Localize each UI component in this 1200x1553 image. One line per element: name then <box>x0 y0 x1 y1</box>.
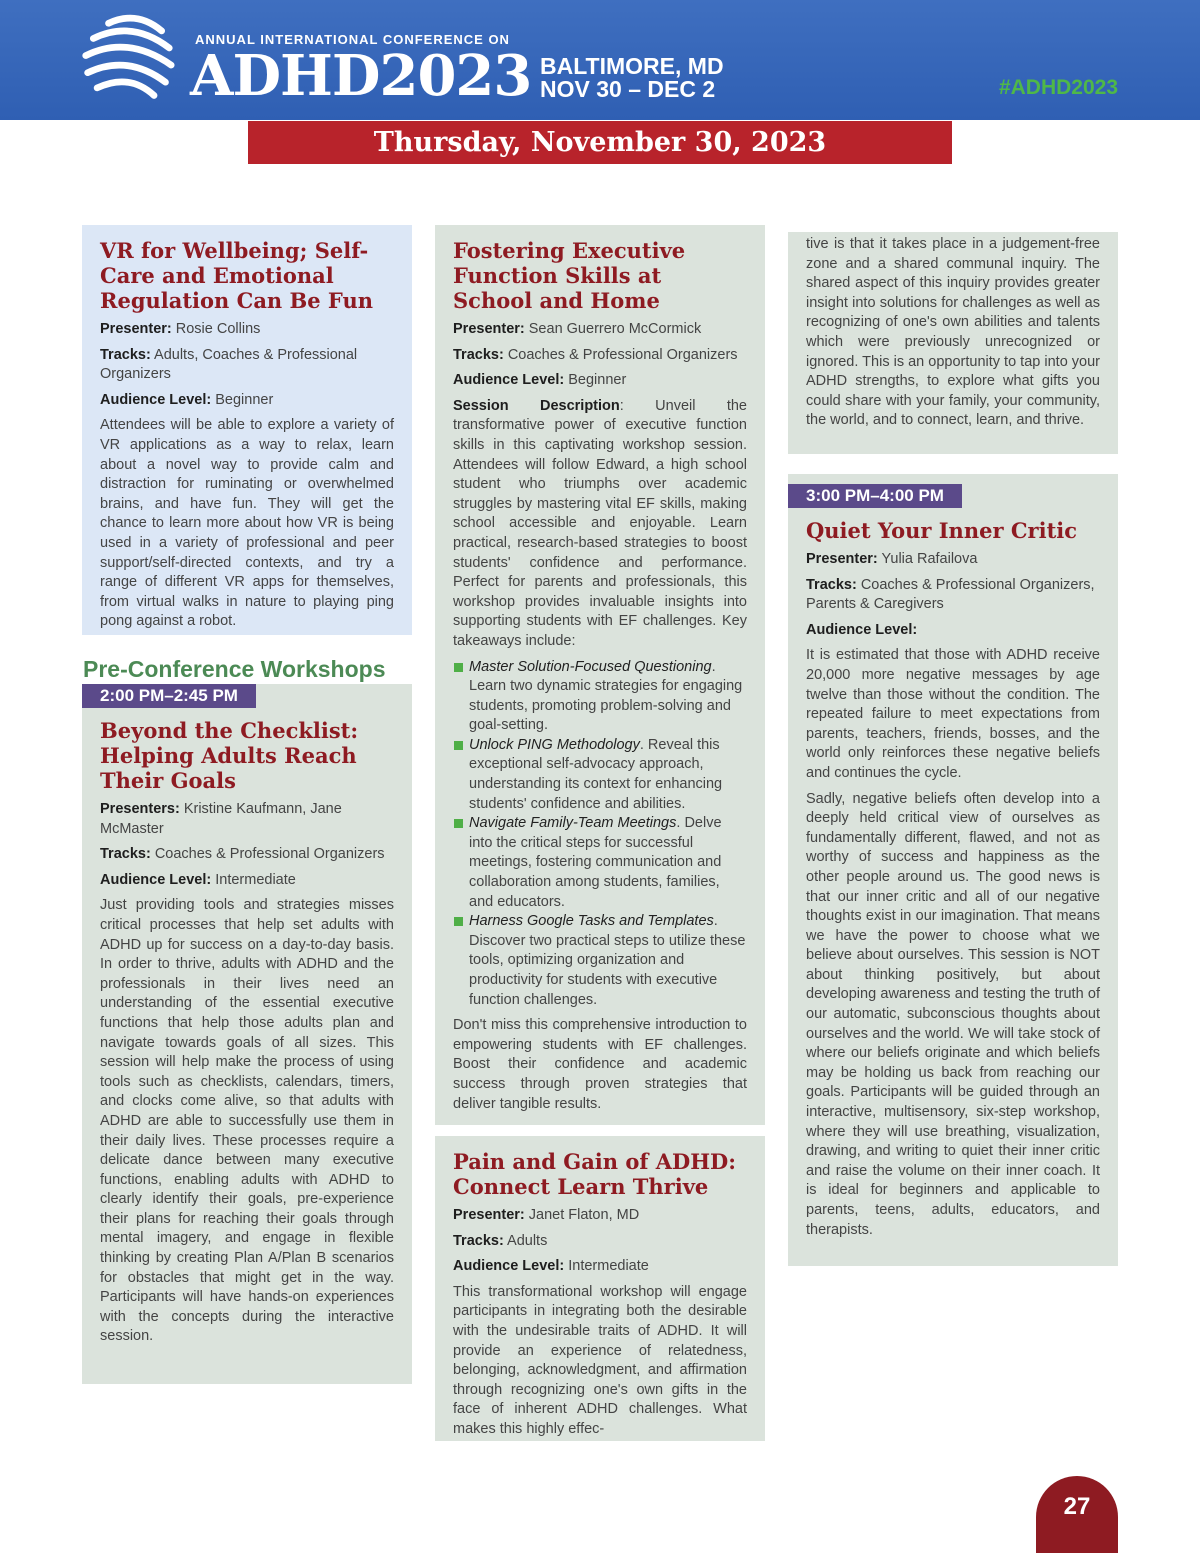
conference-location: BALTIMORE, MD <box>540 53 724 79</box>
time-slot-badge: 2:00 PM–2:45 PM <box>82 684 256 708</box>
session-presenter: Presenter: Sean Guerrero McCormick <box>453 321 702 337</box>
globe-logo-icon <box>80 10 175 105</box>
session-tracks: Tracks: Coaches & Professional Organizers, Parents & Caregivers <box>806 576 1095 613</box>
session-presenter: Presenters: Kristine Kaufmann, Jane McMaster <box>100 801 342 837</box>
conference-banner <box>0 0 1200 120</box>
section-heading: Pre-Conference Workshops <box>83 656 386 682</box>
session-audience: Audience Level: Beginner <box>453 372 627 389</box>
session-tracks: Tracks: Adults, Coaches & Professional Organizers <box>100 346 358 383</box>
session-description: Attendees will be able to explore a variety of VR applications as a way to relax, learn about a novel way to provide calm and distraction for ruminating or overwhelmed brains, and have fun. They will get the chance to learn more about how VR is being used in a variety of professional and peer support/self-directed contexts, and try a range of different VR apps for themselves, from virtual walks in nature to playing ping pong against a robot. <box>100 417 394 630</box>
session-description: Session Description: Unveil the transformative power of executive function skills in this captivating workshop session. Attendees will follow Edward, a high school student who triumphs over academic struggles by mastering vital EF skills, making school accessible and enjoyable. Learn practical, research-based strategies to boost students' confidence and performance. Perfect for parents and professionals, this workshop provides invaluable insights into supporting students with EF challenges. Key takeaways include: <box>453 397 747 649</box>
time-slot-badge: 3:00 PM–4:00 PM <box>788 484 962 508</box>
list-item: Navigate Family-Team Meetings. Delve into the critical steps for successful meetings, fostering communication and collaboration among students, families, and educators. <box>453 814 747 912</box>
session-audience: Audience Level: Intermediate <box>453 1258 649 1275</box>
session-audience: Audience Level: <box>806 621 918 638</box>
conference-subtitle: ANNUAL INTERNATIONAL CONFERENCE ON <box>195 32 510 47</box>
session-closing: Don't miss this comprehensive introduction to empowering students with EF challenges. Boost their confidence and academic success through proven strategies that deliver tangible results. <box>453 1017 747 1112</box>
session-tracks: Tracks: Adults <box>453 1232 548 1249</box>
session-presenter: Presenter: Janet Flaton, MD <box>453 1207 640 1223</box>
list-item: Master Solution-Focused Questioning. Learn two dynamic strategies for engaging students, promoting problem-solving and goal-setting. <box>453 658 747 736</box>
session-title: Pain and Gain of ADHD: Connect Learn Thrive <box>453 1149 737 1199</box>
list-item: Unlock PING Methodology. Reveal this exceptional self-advocacy approach, understanding its context for enhancing students' confidence and abilities. <box>453 736 747 814</box>
session-presenter: Presenter: Rosie Collins <box>100 321 261 337</box>
session-card-pain-gain-continued <box>788 232 1118 454</box>
green-square-bullet-icon <box>454 819 463 828</box>
session-card-vr <box>82 225 412 635</box>
green-square-bullet-icon <box>454 663 463 672</box>
session-title: VR for Wellbeing; Self-Care and Emotional Regulation Can Be Fun <box>100 238 374 313</box>
session-title: Beyond the Checklist: Helping Adults Reach Their Goals <box>100 718 359 793</box>
session-description: Just providing tools and strategies misses critical processes that help set adults with ADHD up for success on a day-to-day basis. In order to thrive, adults with ADHD and the professionals in their lives need an understanding of the essential executive functions that help those adults plan and navigate towards goals of all sizes. This session will help make the process of using tools such as checklists, calendars, timers, and clocks come alive, so that adults with ADHD are able to successfully use them in their daily lives. These processes require a delicate dance between many executive functions, enabling adults with ADHD to clearly identify their goals, pre-experience their plans for reaching their goals through mental imagery, and engage in flexible thinking by creating Plan A/Plan B scenarios for obstacles that might get in the way. Participants will have hands-on experiences with the concepts during the interactive session. <box>100 897 394 1345</box>
session-description-continued: tive is that it takes place in a judgement-free zone and a shared communal inquiry. The shared aspect of this inquiry provides greater insight into solutions for challenges as well as recognizing of one's own abilities and talents which were previously unrecognized or ignored. This is an opportunity to tap into your ADHD strengths, to explore what gifts you could share with your family, your community, the world, and to connect, learn, and thrive. <box>806 236 1100 429</box>
session-description: It is estimated that those with ADHD receive 20,000 more negative messages by age twelve than those without the condition. The repeated failure to meet expectations from parents, teachers, friends, bosses, and the world only reinforces these negative beliefs and continues the cycle. <box>806 647 1100 781</box>
session-tracks: Tracks: Coaches & Professional Organizers <box>453 346 738 363</box>
session-card-inner-critic <box>788 474 1118 1266</box>
session-tracks: Tracks: Coaches & Professional Organizers <box>100 846 385 863</box>
green-square-bullet-icon <box>454 917 463 926</box>
conference-dates: NOV 30 – DEC 2 <box>540 76 716 102</box>
conference-name: ADHD2023 <box>190 43 532 109</box>
conference-location-dates <box>540 55 724 101</box>
list-item: Harness Google Tasks and Templates. Discover two practical steps to utilize these tools, optimizing organization and productivity for students with executive function challenges. <box>453 912 747 1010</box>
session-card-checklist <box>82 684 412 1384</box>
session-title: Quiet Your Inner Critic <box>806 518 1078 543</box>
session-presenter: Presenter: Yulia Rafailova <box>806 551 978 567</box>
day-heading: Thursday, November 30, 2023 <box>248 121 952 164</box>
page-number: 27 <box>1036 1476 1118 1553</box>
session-audience: Audience Level: Beginner <box>100 391 274 408</box>
session-card-pain-gain <box>435 1136 765 1441</box>
conference-hashtag: #ADHD2023 <box>998 76 1118 99</box>
session-description: This transformational workshop will engage participants in integrating both the desirable with the undesirable traits of ADHD. It will provide an experience of relatedness, belonging, acknowledgment, and affirmation through recognizing one's own gifts in the face of inherent ADHD challenges. What makes this highly effec- <box>453 1283 747 1437</box>
session-description: Sadly, negative beliefs often develop into a deeply held critical view of ourselves as fundamentally different, flawed, and not as worthy of success and happiness as the other people around us. The good news is that our inner critic and all of our negative thoughts exist in our imagination. That means we have the power to choose what we believe about ourselves. This session is NOT about thinking positively, but about developing awareness and testing the truth of our automatic, subconscious thoughts about ourselves and the world. We will take stock of where our beliefs originate and which beliefs may be holding us back from reaching our goals. Participants will be guided through an interactive, multisensory, six-step workshop, where they will use breathing, visualization, drawing, and writing to quiet their inner critic and raise the volume on their inner coach. It is ideal for beginners and applicable to parents, teens, adults, educators, and therapists. <box>806 790 1100 1238</box>
key-takeaways-list <box>453 658 747 1011</box>
session-audience: Audience Level: Intermediate <box>100 871 296 888</box>
session-title: Fostering Executive Function Skills at School and Home <box>453 238 686 313</box>
green-square-bullet-icon <box>454 741 463 750</box>
session-card-executive-function <box>435 225 765 1125</box>
